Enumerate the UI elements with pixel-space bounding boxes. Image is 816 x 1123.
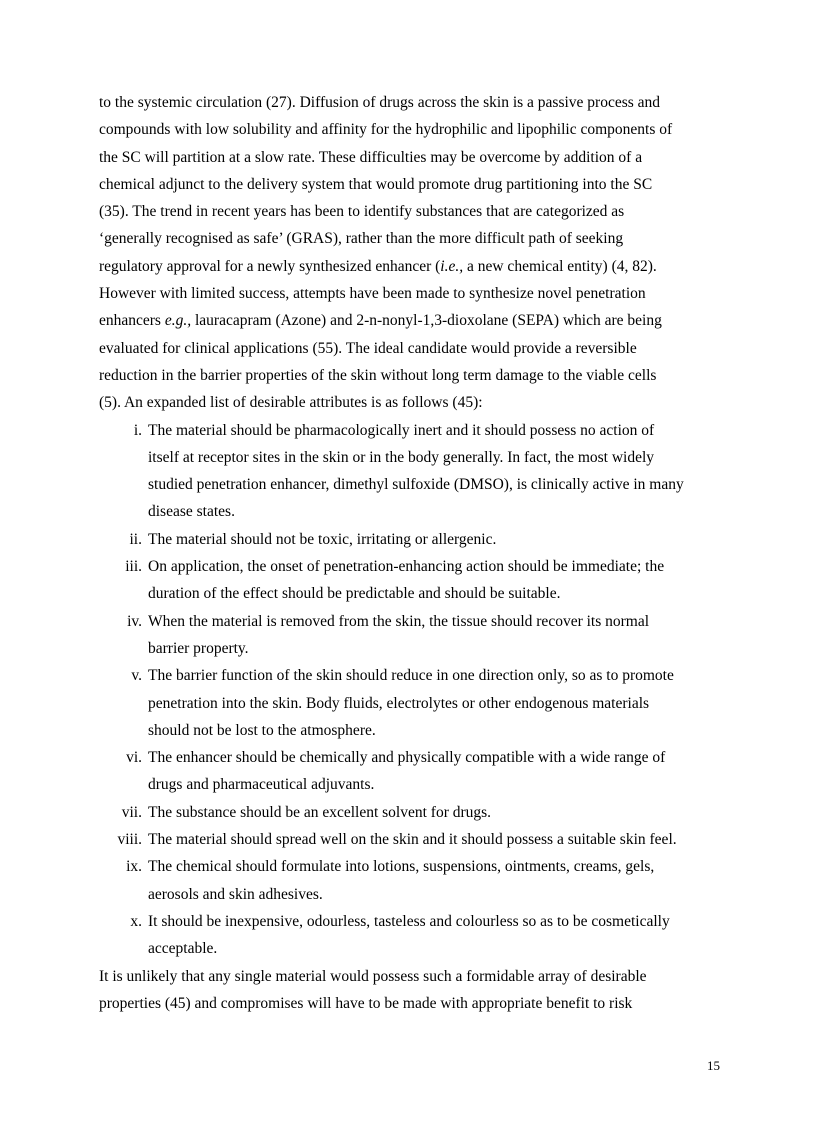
list-item-text: studied penetration enhancer, dimethyl sulfoxide (DMSO), is clinically active in many	[148, 476, 684, 494]
list-item	[99, 608, 724, 663]
text-segment: a new chemical entity) (4, 82).	[463, 257, 657, 275]
attributes-list	[99, 417, 724, 963]
page-body	[99, 89, 724, 1017]
list-item-text: On application, the onset of penetration-enhancing action should be immediate; the	[148, 558, 665, 576]
list-item-text: It should be inexpensive, odourless, tasteless and colourless so as to be cosmetically	[148, 912, 670, 930]
text-line: to the systemic circulation (27). Diffusion of drugs across the skin is a passive process and	[99, 94, 661, 111]
list-item-text: should not be lost to the atmosphere.	[148, 721, 376, 739]
text-segment: lauracapram (Azone) and 2-n-nonyl-1,3-dioxolane (SEPA) which are being	[191, 312, 662, 330]
list-item-text: The substance should be an excellent solvent for drugs.	[148, 803, 492, 821]
list-item-text: drugs and pharmaceutical adjuvants.	[148, 776, 375, 794]
list-item	[99, 526, 724, 553]
list-item-text: The material should spread well on the skin and it should possess a suitable skin feel.	[148, 831, 677, 849]
text-line: ‘generally recognised as safe’ (GRAS), rather than the more difficult path of seeking	[99, 230, 624, 248]
list-item-text: When the material is removed from the skin, the tissue should recover its normal	[148, 612, 650, 630]
body-paragraph	[99, 89, 724, 417]
list-item-text: The material should not be toxic, irritating or allergenic.	[148, 530, 497, 548]
text-line: It is unlikely that any single material would possess such a formidable array of desirable	[99, 967, 647, 985]
list-item	[99, 908, 724, 963]
list-numeral: iii.	[125, 558, 142, 576]
list-item	[99, 553, 724, 608]
text-line: (35). The trend in recent years has been to identify substances that are categorized as	[99, 203, 625, 221]
list-item-text: The material should be pharmacologically inert and it should possess no action of	[148, 421, 655, 439]
list-item	[99, 853, 724, 908]
text-segment: enhancers	[99, 312, 165, 330]
list-item-text: aerosols and skin adhesives.	[148, 885, 323, 903]
list-numeral: vi.	[126, 749, 142, 767]
italic-text: i.e.,	[440, 257, 464, 275]
list-item-text: penetration into the skin. Body fluids, electrolytes or other endogenous materials	[148, 694, 650, 712]
list-numeral: iv.	[127, 612, 142, 630]
list-numeral: viii.	[117, 831, 142, 849]
text-line: However with limited success, attempts have been made to synthesize novel penetration	[99, 285, 646, 303]
list-item-text: The barrier function of the skin should reduce in one direction only, so as to promote	[148, 667, 674, 685]
text-line	[99, 307, 724, 334]
list-numeral: vii.	[121, 803, 142, 821]
text-line: properties (45) and compromises will have to be made with appropriate benefit to risk	[99, 994, 633, 1012]
text-line: chemical adjunct to the delivery system that would promote drug partitioning into the SC	[99, 175, 653, 193]
body-paragraph	[99, 963, 724, 1018]
text-line: reduction in the barrier properties of the skin without long term damage to the viable cells	[99, 366, 657, 384]
list-item	[99, 417, 724, 526]
list-item-text: The chemical should formulate into lotions, suspensions, ointments, creams, gels,	[148, 858, 655, 876]
list-item-text: acceptable.	[148, 940, 218, 958]
list-item-text: disease states.	[148, 503, 235, 521]
text-line: evaluated for clinical applications (55). The ideal candidate would provide a reversible	[99, 339, 637, 357]
list-item	[99, 662, 724, 744]
list-item	[99, 744, 724, 799]
list-item	[99, 826, 724, 853]
text-line: the SC will partition at a slow rate. These difficulties may be overcome by addition of a	[99, 148, 643, 166]
text-line	[99, 253, 724, 280]
list-numeral: v.	[131, 667, 142, 685]
list-item-text: itself at receptor sites in the skin or in the body generally. In fact, the most widely	[148, 448, 655, 466]
text-line: compounds with low solubility and affinity for the hydrophilic and lipophilic components of	[99, 121, 673, 139]
list-item-text: The enhancer should be chemically and physically compatible with a wide range of	[148, 749, 666, 767]
list-numeral: ii.	[129, 530, 142, 548]
list-numeral: ix.	[126, 858, 142, 876]
page-number: 15	[707, 1058, 720, 1073]
text-segment: regulatory approval for a newly synthesized enhancer (	[99, 257, 441, 275]
text-line: (5). An expanded list of desirable attributes is as follows (45):	[99, 394, 483, 412]
list-item-text: barrier property.	[148, 639, 249, 657]
list-item	[99, 799, 724, 826]
list-numeral: x.	[130, 912, 142, 930]
italic-text: e.g.,	[164, 312, 192, 330]
list-item-text: duration of the effect should be predictable and should be suitable.	[148, 585, 561, 603]
list-numeral: i.	[133, 421, 142, 439]
